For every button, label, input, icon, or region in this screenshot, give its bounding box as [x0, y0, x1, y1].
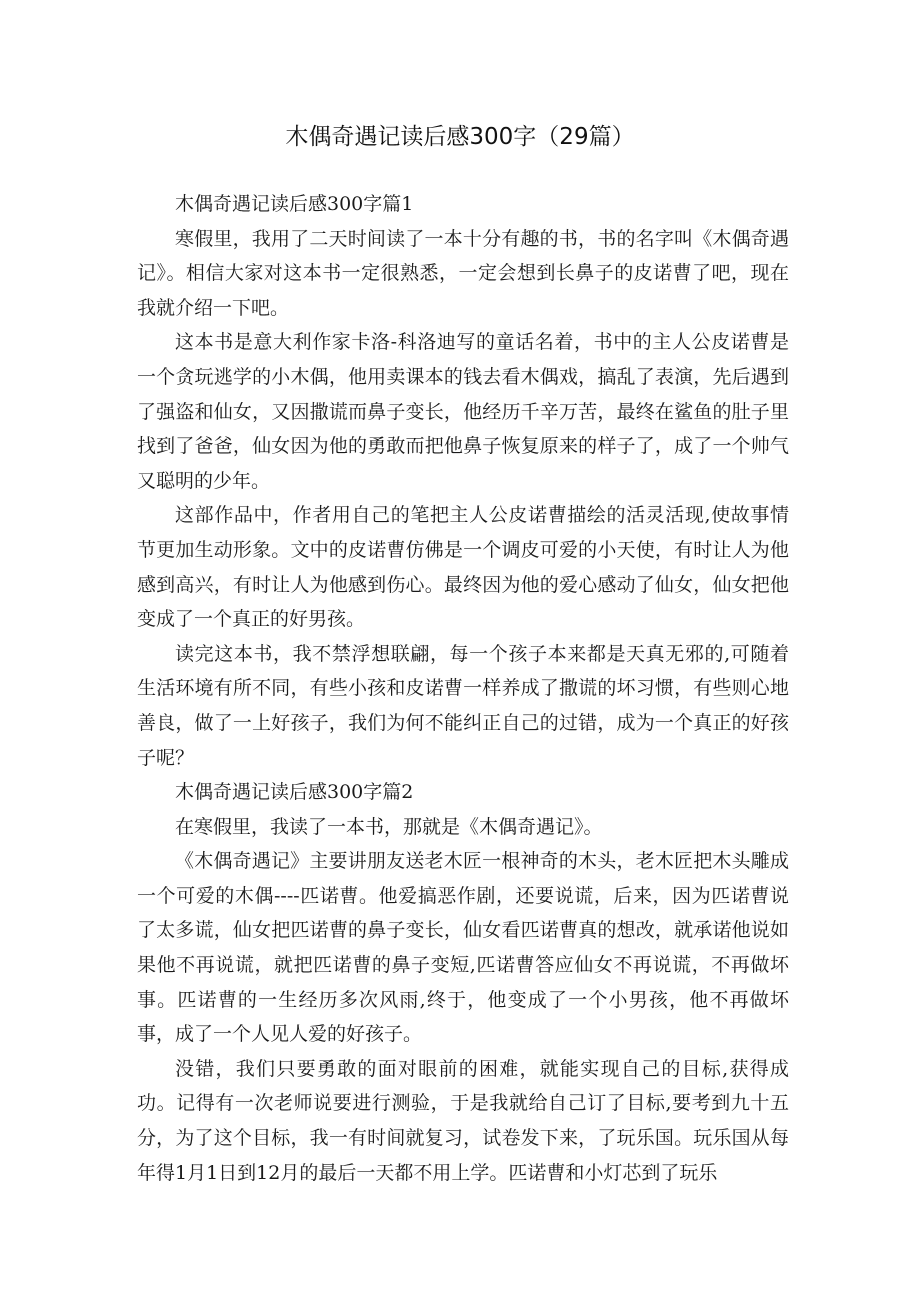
- section-heading: 木偶奇遇记读后感300字篇2: [175, 781, 414, 804]
- document-body: [137, 187, 789, 1190]
- document-title: 木偶奇遇记读后感300字（29篇）: [285, 124, 635, 150]
- paragraph: 没错，我们只要勇敢的面对眼前的困难，就能实现自己的目标,获得成功。记得有一次老师说要进行测验，于是我就给自己订了目标,要考到九十五分，为了这个目标，我一有时间就复习，试卷发下来，了玩乐国。玩乐国从每年得1月1日到12月的最后一天都不用上学。匹诺曹和小灯芯到了玩乐: [137, 1057, 789, 1184]
- paragraph: 这部作品中，作者用自己的笔把主人公皮诺曹描绘的活灵活现,使故事情节更加生动形象。文中的皮诺曹仿佛是一个调皮可爱的小天使，有时让人为他感到高兴，有时让人为他感到伤心。最终因为他的爱心感动了仙女，仙女把他变成了一个真正的好男孩。: [137, 504, 789, 631]
- paragraph: 《木偶奇遇记》主要讲朋友送老木匠一根神奇的木头，老木匠把木头雕成一个可爱的木偶----匹诺曹。他爱搞恶作剧，还要说谎，后来，因为匹诺曹说了太多谎，仙女把匹诺曹的鼻子变长，仙女看匹诺曹真的想改，就承诺他说如果他不再说谎，就把匹诺曹的鼻子变短,匹诺曹答应仙女不再说谎，不再做坏事。匹诺曹的一生经历多次风雨,终于，他变成了一个小男孩，他不再做坏事，成了一个人见人爱的好孩子。: [137, 850, 789, 1046]
- paragraph: 寒假里，我用了二天时间读了一本十分有趣的书，书的名字叫《木偶奇遇记》。相信大家对这本书一定很熟悉，一定会想到长鼻子的皮诺曹了吧，现在我就介绍一下吧。: [137, 227, 789, 319]
- section-heading: 木偶奇遇记读后感300字篇1: [175, 193, 414, 215]
- paragraph: 这本书是意大利作家卡洛-科洛迪写的童话名着，书中的主人公皮诺曹是一个贪玩逃学的小木偶，他用卖课本的钱去看木偶戏，搞乱了表演，先后遇到了强盗和仙女，又因撒谎而鼻子变长，他经历千辛万苦，最终在鲨鱼的肚子里找到了爸爸，仙女因为他的勇敢而把他鼻子恢复原来的样子了，成了一个帅气又聪明的少年。: [137, 331, 789, 492]
- paragraph: 在寒假里，我读了一本书，那就是《木偶奇遇记》。: [175, 815, 603, 838]
- paragraph: 读完这本书，我不禁浮想联翩，每一个孩子本来都是天真无邪的,可随着生活环境有所不同，有些小孩和皮诺曹一样养成了撒谎的坏习惯，有些则心地善良，做了一上好孩子，我们为何不能纠正自己的过错，成为一个真正的好孩子呢？: [137, 642, 789, 769]
